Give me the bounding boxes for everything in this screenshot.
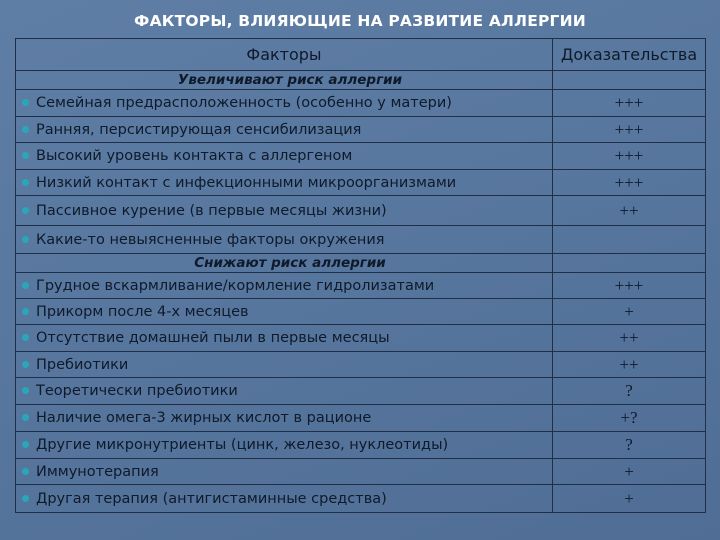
factor-cell (16, 299, 553, 325)
table-row (16, 143, 706, 170)
bullet-icon (22, 334, 29, 341)
table-row (16, 459, 706, 485)
factor-cell (16, 432, 553, 459)
evidence-cell: +++ (553, 117, 706, 143)
factor-text: Иммунотерапия (36, 463, 159, 480)
factor-text: Другие микронутриенты (цинк, железо, нуклеотиды) (36, 437, 449, 453)
section-label: Снижают риск аллергии (194, 255, 386, 271)
bullet-icon (22, 387, 29, 394)
factor-text: Какие-то невыясненные факторы окружения (36, 231, 385, 248)
factor-cell (16, 226, 553, 254)
factor-text: Пассивное курение (в первые месяцы жизни) (36, 202, 387, 219)
bullet-icon (22, 152, 29, 159)
table-row (16, 273, 706, 299)
header-evidence: Доказательства (553, 39, 706, 71)
section-header (16, 71, 706, 90)
factor-text: Низкий контакт с инфекционными микроорганизмами (36, 174, 457, 191)
bullet-icon (22, 207, 29, 214)
bullet-icon (22, 126, 29, 133)
table-row (16, 485, 706, 513)
evidence-cell: ? (553, 378, 706, 405)
factor-cell (16, 325, 553, 352)
factor-text: Теоретически пребиотики (36, 383, 238, 399)
factor-cell (16, 378, 553, 405)
evidence-cell: +++ (553, 143, 706, 170)
bullet-icon (22, 441, 29, 448)
bullet-icon (22, 468, 29, 475)
section-label-cell (16, 71, 553, 90)
evidence-cell: + (553, 299, 706, 325)
factor-cell (16, 352, 553, 378)
table-row (16, 196, 706, 226)
bullet-icon (22, 99, 29, 106)
table-row (16, 325, 706, 352)
table-row (16, 378, 706, 405)
table-row (16, 299, 706, 325)
evidence-cell: ++ (553, 352, 706, 378)
factor-text: Пребиотики (36, 356, 129, 373)
evidence-cell: ? (553, 432, 706, 459)
section-header (16, 254, 706, 273)
section-label: Увеличивают риск аллергии (177, 72, 403, 88)
table-row (16, 226, 706, 254)
factor-cell (16, 90, 553, 117)
bullet-icon (22, 414, 29, 421)
factor-cell (16, 459, 553, 485)
section-evidence-cell (553, 254, 706, 273)
factor-cell (16, 485, 553, 513)
bullet-icon (22, 179, 29, 186)
evidence-cell (553, 226, 706, 254)
factor-text: Грудное вскармливание/кормление гидролизатами (36, 277, 435, 294)
bullet-icon (22, 308, 29, 315)
factor-text: Ранняя, персистирующая сенсибилизация (36, 121, 362, 138)
factor-text: Семейная предрасположенность (особенно у матери) (36, 95, 452, 111)
evidence-cell: +? (553, 405, 706, 432)
bullet-icon (22, 282, 29, 289)
evidence-cell: +++ (553, 273, 706, 299)
table-row (16, 432, 706, 459)
evidence-cell: + (553, 485, 706, 513)
factor-cell (16, 273, 553, 299)
bullet-icon (22, 361, 29, 368)
evidence-cell: + (553, 459, 706, 485)
factor-text: Высокий уровень контакта с аллергеном (36, 148, 353, 164)
bullet-icon (22, 495, 29, 502)
factor-cell (16, 196, 553, 226)
table-body (16, 71, 706, 513)
factor-text: Другая терапия (антигистаминные средства) (36, 490, 387, 507)
bullet-icon (22, 236, 29, 243)
factor-cell (16, 170, 553, 196)
header-factors: Факторы (16, 39, 553, 71)
evidence-cell: ++ (553, 325, 706, 352)
factor-cell (16, 405, 553, 432)
table-row (16, 405, 706, 432)
table-row (16, 90, 706, 117)
section-label-cell (16, 254, 553, 273)
section-evidence-cell (553, 71, 706, 90)
factor-cell (16, 143, 553, 170)
factor-text: Прикорм после 4-х месяцев (36, 303, 249, 320)
table-row (16, 170, 706, 196)
evidence-cell: +++ (553, 170, 706, 196)
factor-text: Отсутствие домашней пыли в первые месяцы (36, 330, 390, 346)
evidence-cell: +++ (553, 90, 706, 117)
evidence-cell: ++ (553, 196, 706, 226)
factors-table (15, 38, 706, 513)
factor-text: Наличие омега-3 жирных кислот в рационе (36, 410, 372, 426)
slide-title: ФАКТОРЫ, ВЛИЯЮЩИЕ НА РАЗВИТИЕ АЛЛЕРГИИ (134, 12, 586, 30)
table-row (16, 352, 706, 378)
table-row (16, 117, 706, 143)
factor-cell (16, 117, 553, 143)
